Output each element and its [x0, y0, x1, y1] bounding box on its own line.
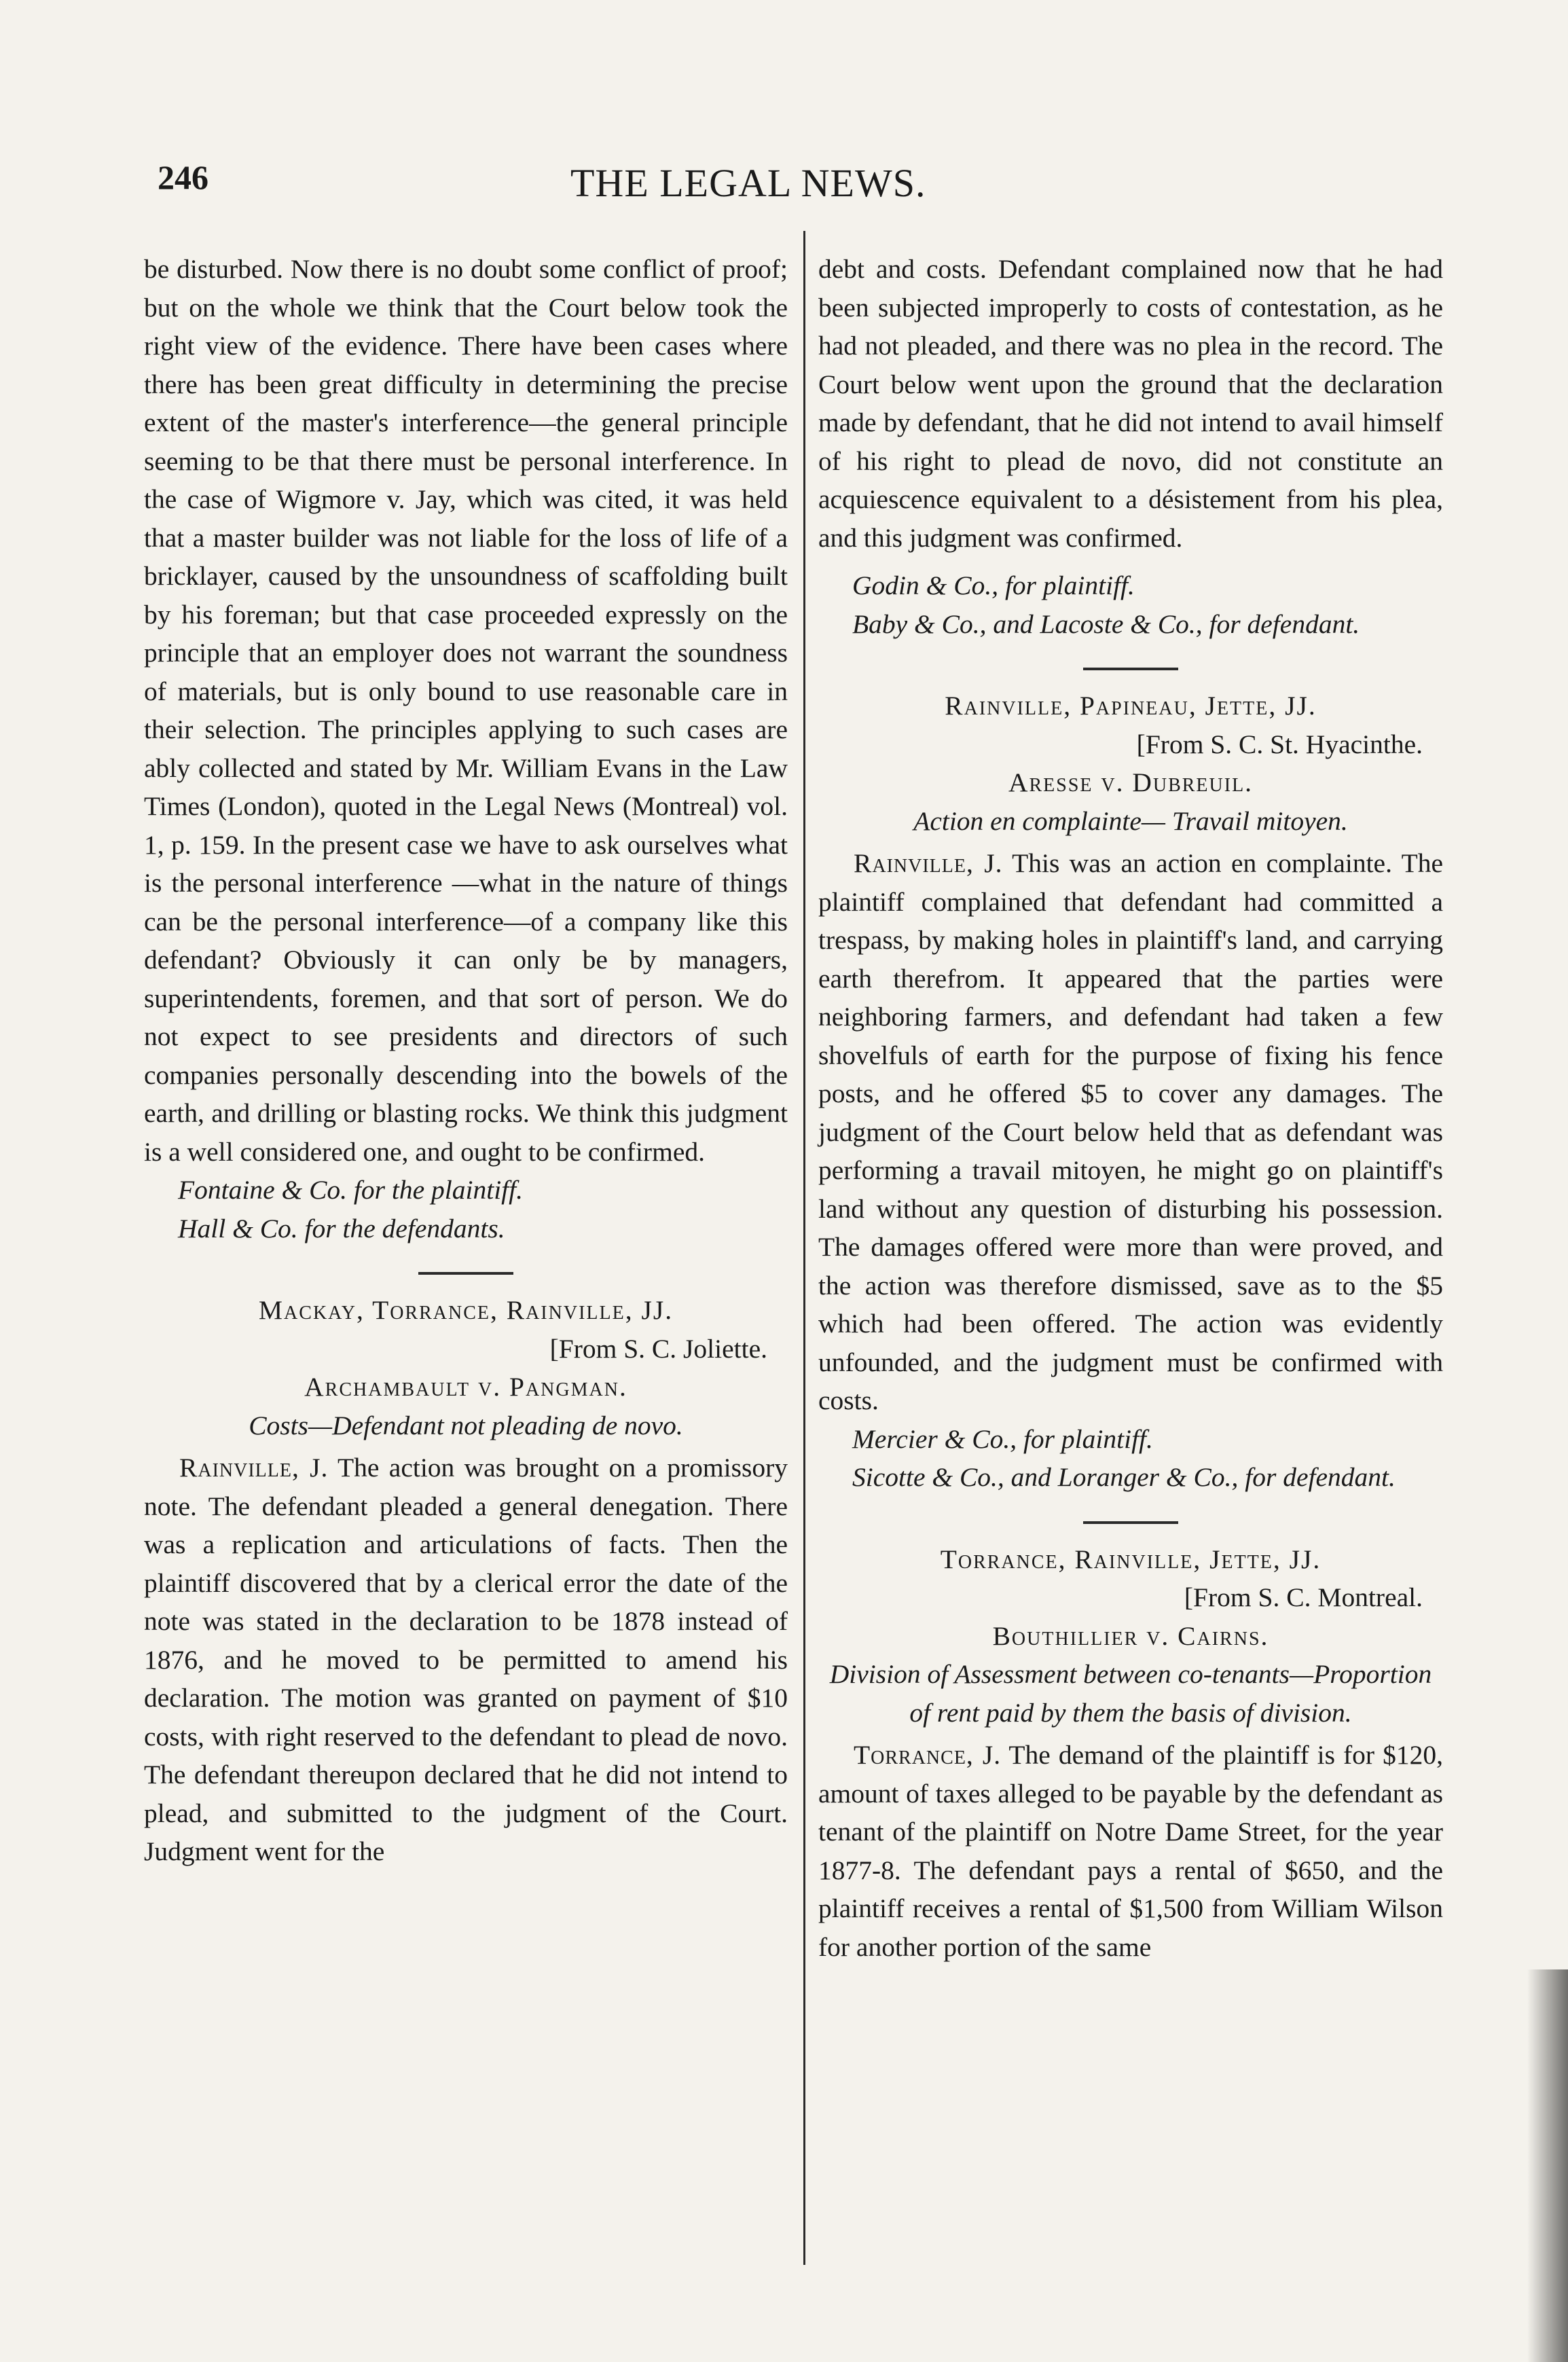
left-column [144, 250, 788, 1871]
case-text: This was an action en complainte. The plaintiff complained that defendant had committed a trespass, by making holes in plaintiff's land, and carrying earth therefrom. It appeared that the parties were neighboring farmers, and defendant had taken a few shovelfuls of earth for the purpose of fixing his fence posts, and he offered $5 to cover any damages. The judgment of the Court below held that as defendant was performing a travail mitoyen, he might go on plaintiff's land without any question of disturbing his possession. The damages offered were more than were proved, and the action was therefore dismissed, save as to the $5 which had been offered. The action was evidently unfounded, and the judgment must be confirmed with costs. [818, 848, 1443, 1415]
right-column [818, 250, 1443, 1966]
counsel-defendant: Hall & Co. for the defendants. [178, 1213, 505, 1243]
section-rule [1083, 1521, 1178, 1524]
section-rule [1083, 668, 1178, 670]
case-subject: Division of Assessment between co-tenants—Proportion of rent paid by them the basis of division. [829, 1659, 1432, 1728]
section-rule [418, 1272, 513, 1275]
case-judge: Rainville, J. [179, 1453, 329, 1483]
counsel-plaintiff: Fontaine & Co. for the plaintiff. [178, 1175, 524, 1205]
continued-paragraph: be disturbed. Now there is no doubt some conflict of proof; but on the whole we think that the Court below took the right view of the evidence. There have been cases where there has been great difficulty in determining the precise extent of the master's interference—the general principle seeming to be that there must be personal interference. In the case of Wigmore v. Jay, which was cited, it was held that a master builder was not liable for the loss of life of a bricklayer, caused by the unsoundness of scaffolding built by his foreman; but that case proceeded expressly on the principle that an employer does not warrant the soundness of materials, but is only bound to use reasonable care in their selection. The principles applying to such cases are ably collected and stated by Mr. William Evans in the Law Times (London), quoted in the Legal News (Montreal) vol. 1, p. 159. In the present case we have to ask ourselves what is the personal interference —what in the nature of things can be the personal interference—of a company like this defendant? Obviously it can only be by managers, superintendents, foremen, and that sort of person. We do not expect to see presidents and directors of such companies personally descending into the bowels of the earth, and drilling or blasting rocks. We think this judgment is a well considered one, and ought to be confirmed. [144, 254, 788, 1167]
counsel-defendant: Sicotte & Co., and Loranger & Co., for defendant. [852, 1462, 1396, 1492]
case-court: Torrance, Rainville, Jette, JJ. [940, 1544, 1321, 1574]
case-parties: Aresse v. Dubreuil. [1008, 767, 1254, 797]
case-origin: [From S. C. Montreal. [1184, 1582, 1423, 1612]
page-edge-shadow [1527, 1969, 1568, 2362]
counsel-plaintiff: Mercier & Co., for plaintiff. [852, 1423, 1153, 1454]
case-judge: Rainville, J. [854, 848, 1003, 878]
case-court: Mackay, Torrance, Rainville, JJ. [258, 1295, 674, 1325]
case-body [144, 1449, 788, 1871]
continued-paragraph: debt and costs. Defendant complained now that he had been subjected improperly to costs of contestation, as he had not pleaded, and there was no plea in the record. The Court below went upon the ground that the declaration made by defendant, that he did not intend to avail himself of his right to plead de novo, did not constitute an acquiescence equivalent to a désistement from his plea, and this judgment was confirmed. [818, 254, 1443, 553]
case-subject: Costs—Defendant not pleading de novo. [249, 1410, 683, 1440]
counsel-plaintiff: Godin & Co., for plaintiff. [852, 570, 1135, 600]
case-text: The action was brought on a promissory note. The defendant pleaded a general denegation. There was a replication and articulations of facts. Then the plaintiff discovered that by a clerical error the date of the note was stated in the declaration to be 1878 instead of 1876, and he moved to be permitted to amend his declaration. The motion was granted on payment of $10 costs, with right reserved to the defendant to plead de novo. The defendant thereupon declared that he did not intend to plead, and submitted to the judgment of the Court. Judgment went for the [144, 1453, 788, 1866]
page-number: 246 [158, 158, 208, 196]
case-text: The demand of the plaintiff is for $120, amount of taxes alleged to be payable by the defendant as tenant of the plaintiff on Notre Dame Street, for the year 1877-8. The defendant pays a rental of $650, and the plaintiff receives a rental of $1,500 from William Wilson for another portion of the same [818, 1740, 1443, 1962]
case-parties: Bouthillier v. Cairns. [992, 1620, 1269, 1651]
case-origin: [From S. C. St. Hyacinthe. [1136, 729, 1423, 759]
case-body [818, 1736, 1443, 1966]
case-subject: Action en complainte— Travail mitoyen. [913, 805, 1348, 836]
case-body [818, 844, 1443, 1420]
running-title: THE LEGAL NEWS. [570, 161, 926, 205]
case-parties: Archambault v. Pangman. [304, 1372, 627, 1402]
case-origin: [From S. C. Joliette. [549, 1333, 767, 1364]
counsel-defendant: Baby & Co., and Lacoste & Co., for defendant. [852, 608, 1360, 639]
case-judge: Torrance, J. [854, 1740, 1002, 1770]
column-divider [803, 231, 805, 2265]
case-court: Rainville, Papineau, Jette, JJ. [945, 691, 1317, 721]
